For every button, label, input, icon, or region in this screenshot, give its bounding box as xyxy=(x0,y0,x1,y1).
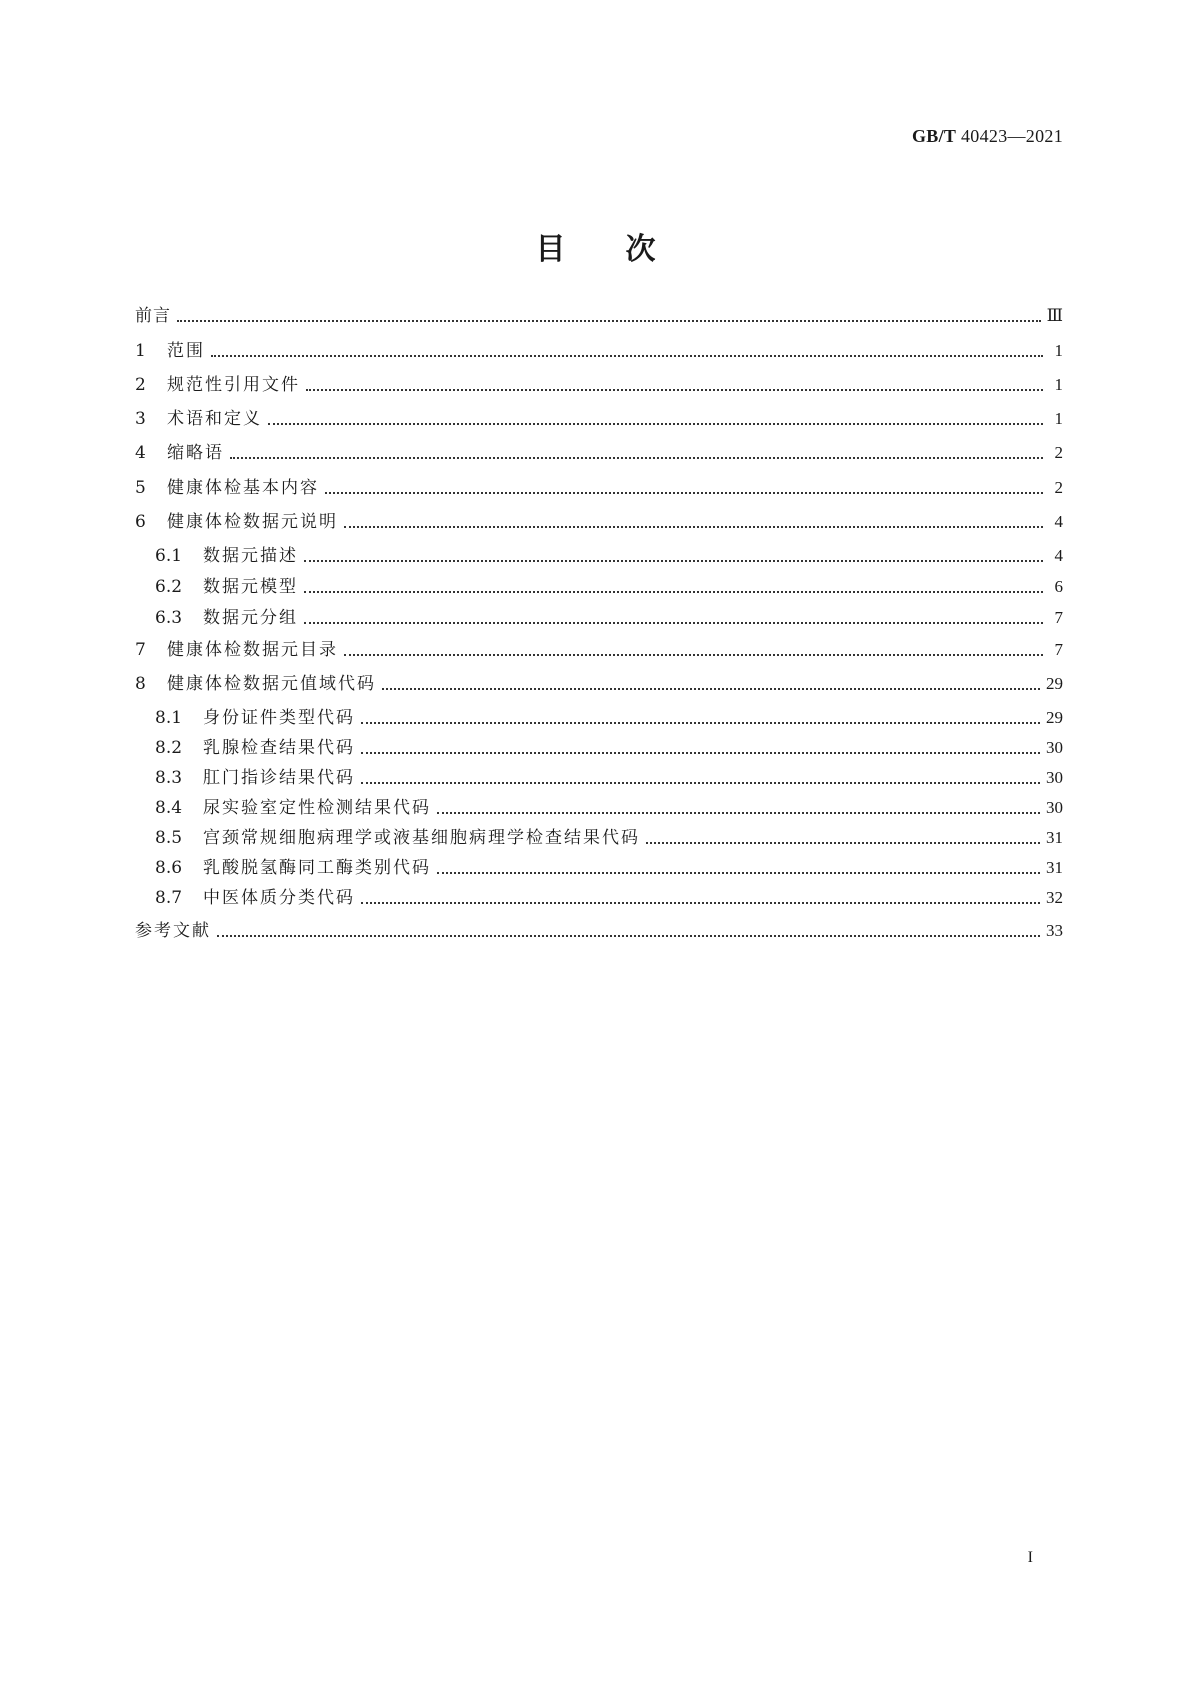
toc-entry-label: 乳腺检查结果代码 xyxy=(203,738,355,758)
toc-entry-label: 规范性引用文件 xyxy=(167,375,300,395)
toc-leader-dots xyxy=(304,560,1043,562)
toc-entry-page: 30 xyxy=(1046,738,1063,757)
toc-entry-page: 31 xyxy=(1046,828,1063,847)
toc-entry-label: 前言 xyxy=(135,306,171,326)
toc-entry-8-6[interactable] xyxy=(155,855,1063,881)
toc-entry-page: 4 xyxy=(1054,512,1063,531)
toc-entry-8[interactable] xyxy=(135,671,1063,697)
toc-leader-dots xyxy=(217,935,1040,937)
toc-entry-label: 数据元模型 xyxy=(203,577,298,597)
toc-leader-dots xyxy=(437,872,1040,874)
toc-entry-label: 宫颈常规细胞病理学或液基细胞病理学检查结果代码 xyxy=(203,828,640,848)
toc-entry-number: 6.1 xyxy=(155,546,183,566)
toc-entry-number: 8.5 xyxy=(155,828,183,848)
toc-entry-number: 8.6 xyxy=(155,858,183,878)
toc-entry-8-4[interactable] xyxy=(155,795,1063,821)
toc-entry-label: 术语和定义 xyxy=(167,409,262,429)
toc-entry-page: 1 xyxy=(1054,375,1063,394)
toc-entry-8-2[interactable] xyxy=(155,735,1063,761)
toc-entry-page: 7 xyxy=(1054,640,1063,659)
toc-entry-preface[interactable] xyxy=(135,303,1063,329)
toc-entry-8-5[interactable] xyxy=(155,825,1063,851)
toc-leader-dots xyxy=(268,423,1043,425)
toc-entry-page: 6 xyxy=(1054,577,1063,596)
toc-entry-number: 8.2 xyxy=(155,738,183,758)
toc-entry-8-7[interactable] xyxy=(155,885,1063,911)
toc-leader-dots xyxy=(230,457,1043,459)
toc-entry-references[interactable] xyxy=(135,918,1063,944)
toc-entry-number: 8 xyxy=(135,674,146,694)
toc-entry-label: 健康体检数据元说明 xyxy=(167,512,338,532)
standard-code xyxy=(912,126,1063,147)
toc-leader-dots xyxy=(177,320,1041,322)
toc-leader-dots xyxy=(646,842,1040,844)
toc-entry-4[interactable] xyxy=(135,440,1063,466)
toc-entry-label: 缩略语 xyxy=(167,443,224,463)
toc-leader-dots xyxy=(325,492,1043,494)
toc-entry-7[interactable] xyxy=(135,637,1063,663)
toc-entry-page: 30 xyxy=(1046,798,1063,817)
toc-entry-number: 7 xyxy=(135,640,146,660)
toc-leader-dots xyxy=(361,752,1040,754)
toc-entry-page: 33 xyxy=(1046,921,1063,940)
toc-entry-page: 2 xyxy=(1054,478,1063,497)
toc-entry-number: 6.3 xyxy=(155,608,183,628)
toc-leader-dots xyxy=(306,389,1043,391)
toc-entry-page: 31 xyxy=(1046,858,1063,877)
standard-number: 40423—2021 xyxy=(961,126,1063,146)
toc-entry-page: 1 xyxy=(1054,409,1063,428)
toc-entry-page: 29 xyxy=(1046,674,1063,693)
toc-entry-6-1[interactable] xyxy=(155,543,1063,569)
page-title: 目次 xyxy=(535,232,716,267)
toc-entry-5[interactable] xyxy=(135,475,1063,501)
toc-entry-number: 4 xyxy=(135,443,146,463)
toc-entry-number: 6 xyxy=(135,512,146,532)
toc-entry-page: 1 xyxy=(1054,341,1063,360)
toc-entry-label: 尿实验室定性检测结果代码 xyxy=(203,798,431,818)
standard-prefix: GB/T xyxy=(911,126,957,146)
toc-entry-1[interactable] xyxy=(135,338,1063,364)
toc-entry-label: 身份证件类型代码 xyxy=(203,708,355,728)
toc-entry-number: 8.7 xyxy=(155,888,183,908)
toc-entry-label: 数据元分组 xyxy=(203,608,298,628)
toc-entry-page: 29 xyxy=(1046,708,1063,727)
toc-entry-8-3[interactable] xyxy=(155,765,1063,791)
toc-entry-number: 8.4 xyxy=(155,798,183,818)
toc-entry-number: 5 xyxy=(135,478,146,498)
toc-leader-dots xyxy=(361,722,1040,724)
toc-leader-dots xyxy=(361,902,1040,904)
page-number: I xyxy=(1027,1549,1033,1566)
toc-entry-label: 乳酸脱氢酶同工酶类别代码 xyxy=(203,858,431,878)
toc-entry-number: 1 xyxy=(135,341,146,361)
toc-entry-number: 8.1 xyxy=(155,708,183,728)
toc-entry-page: 2 xyxy=(1054,443,1063,462)
toc-entry-label: 范围 xyxy=(167,341,205,361)
toc-entry-number: 8.3 xyxy=(155,768,183,788)
toc-entry-page: 32 xyxy=(1046,888,1063,907)
toc-entry-page: 30 xyxy=(1046,768,1063,787)
toc-entry-6-3[interactable] xyxy=(155,605,1063,631)
toc-entry-number: 2 xyxy=(135,375,146,395)
toc-entry-6[interactable] xyxy=(135,509,1063,535)
toc-entry-label: 数据元描述 xyxy=(203,546,298,566)
toc-entry-label: 参考文献 xyxy=(135,921,211,941)
toc-leader-dots xyxy=(437,812,1040,814)
toc-leader-dots xyxy=(304,591,1043,593)
toc-entry-page: 7 xyxy=(1054,608,1063,627)
toc-entry-page: 4 xyxy=(1054,546,1063,565)
toc-leader-dots xyxy=(211,355,1043,357)
toc-entry-3[interactable] xyxy=(135,406,1063,432)
toc-entry-label: 健康体检基本内容 xyxy=(167,478,319,498)
toc-entry-number: 6.2 xyxy=(155,577,183,597)
toc-leader-dots xyxy=(382,688,1040,690)
toc-leader-dots xyxy=(361,782,1040,784)
toc-entry-label: 健康体检数据元值域代码 xyxy=(167,674,376,694)
toc-entry-label: 肛门指诊结果代码 xyxy=(203,768,355,788)
toc-leader-dots xyxy=(304,622,1043,624)
toc-entry-label: 健康体检数据元目录 xyxy=(167,640,338,660)
toc-entry-label: 中医体质分类代码 xyxy=(203,888,355,908)
toc-entry-6-2[interactable] xyxy=(155,574,1063,600)
toc-entry-8-1[interactable] xyxy=(155,705,1063,731)
toc-leader-dots xyxy=(344,526,1043,528)
toc-entry-page: Ⅲ xyxy=(1046,306,1063,325)
toc-leader-dots xyxy=(344,654,1043,656)
toc-entry-number: 3 xyxy=(135,409,146,429)
toc-entry-2[interactable] xyxy=(135,372,1063,398)
